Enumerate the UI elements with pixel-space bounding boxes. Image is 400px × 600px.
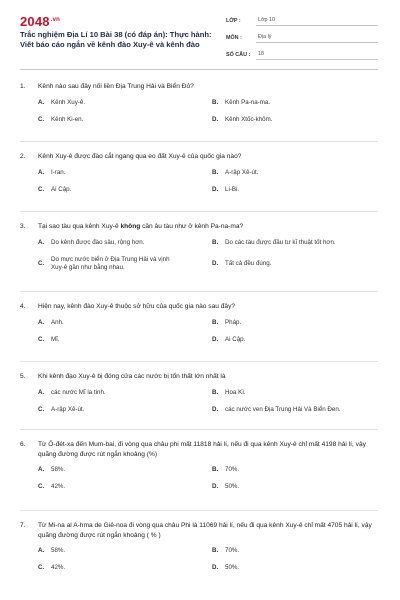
option-b[interactable] [212, 547, 378, 555]
question-1 [20, 76, 378, 142]
option-c[interactable] [38, 256, 204, 273]
meta-row-subject [226, 31, 378, 44]
option-text: 50%. [225, 483, 240, 491]
question-7 [20, 511, 378, 591]
option-letter: C. [38, 483, 45, 491]
option-d[interactable] [212, 186, 378, 194]
option-text: 42%. [51, 564, 66, 572]
option-letter: B. [212, 388, 219, 396]
option-d[interactable] [212, 116, 378, 124]
question-number: 4. [20, 303, 26, 310]
logo-suffix: .vn [50, 16, 61, 23]
option-text: Kênh Pa-na-ma. [225, 98, 271, 106]
option-letter: D. [212, 335, 219, 343]
option-letter: B. [212, 98, 219, 106]
option-c[interactable] [38, 406, 204, 414]
question-text: Từ Ô-đét-xa đến Mum-bai, đi vòng qua châu phi mất 11818 hải lí, nếu đi qua kênh Xuy-ê chỉ mất 4198 hải lí, vậy quãng đường được rút ngắn khoảng (%) [38, 441, 366, 458]
question-number: 7. [20, 522, 26, 529]
question-3 [20, 212, 378, 292]
option-text: Pháp. [225, 318, 242, 326]
meta-label: SỐ CÂU : [226, 51, 251, 58]
header-divider [20, 69, 378, 70]
meta-label: MÔN : [226, 34, 242, 41]
option-a[interactable] [38, 389, 204, 397]
option-text: 42%. [51, 483, 66, 491]
option-letter: D. [212, 260, 219, 268]
option-a[interactable] [38, 99, 204, 107]
option-text: Do các tàu được đầu tư kĩ thuật tốt hơn. [225, 238, 336, 246]
question-text-part: Tại sao tàu qua kênh Xuy-ê [38, 223, 121, 230]
question-list [20, 76, 378, 591]
question-text: Kênh Xuy-ê được đào cắt ngang qua eo đất Xuy-ê của quốc gia nào? [38, 153, 242, 160]
option-letter: D. [212, 115, 219, 123]
option-b[interactable] [212, 239, 378, 247]
option-letter: C. [38, 564, 45, 572]
option-letter: B. [212, 466, 219, 474]
option-text: Kênh Xtốc-khôm. [225, 115, 273, 123]
option-letter: C. [38, 335, 45, 343]
option-text: 70%. [225, 547, 240, 555]
option-letter: D. [212, 405, 219, 413]
question-number: 2. [20, 153, 26, 160]
option-b[interactable] [212, 99, 378, 107]
site-logo[interactable] [20, 14, 60, 29]
meta-label: LỚP : [226, 17, 241, 24]
question-number: 3. [20, 223, 26, 230]
option-letter: A. [38, 98, 45, 106]
option-c[interactable] [38, 336, 204, 344]
question-text-part: cần âu tàu như ở kênh Pa-na-ma? [140, 223, 244, 230]
option-c[interactable] [38, 186, 204, 194]
option-letter: B. [212, 547, 219, 555]
question-4 [20, 292, 378, 362]
option-letter: D. [212, 185, 219, 193]
meta-value: 18 [256, 49, 378, 60]
option-letter: A. [38, 466, 45, 474]
meta-value: Lớp 10 [256, 15, 378, 26]
meta-value: Địa lý [256, 32, 378, 43]
option-letter: C. [38, 405, 45, 413]
option-b[interactable] [212, 319, 378, 327]
option-letter: A. [38, 168, 45, 176]
question-number: 6. [20, 441, 26, 448]
meta-row-class [226, 14, 378, 27]
option-b[interactable] [212, 169, 378, 177]
question-text [38, 222, 378, 232]
question-number: 5. [20, 373, 26, 380]
option-d[interactable] [212, 336, 378, 344]
option-text: Do mực nước biển ở Địa Trung Hải và vịnh Xuy-ê gần như bằng nhau. [51, 255, 170, 272]
option-text: I-ran. [51, 168, 66, 176]
option-letter: A. [38, 318, 45, 326]
option-a[interactable] [38, 239, 204, 247]
option-text: Kênh Xuy-ê. [51, 98, 86, 106]
option-text: các nước Mĩ la tinh. [51, 388, 106, 396]
question-text: Từ Mi-na al A-hma de Giê-noa đi vòng qua châu Phi là 11069 hải lí, nếu đi qua kênh Xuy-ê chỉ mất 4705 hải lí, vậy quãng đường được rút ngắn khoảng ( % ) [38, 522, 372, 539]
logo-text: 2048 [20, 14, 50, 29]
option-letter: D. [212, 483, 219, 491]
option-letter: A. [38, 388, 45, 396]
option-text: 70%. [225, 466, 240, 474]
question-5 [20, 362, 378, 430]
question-number: 1. [20, 83, 26, 90]
option-b[interactable] [212, 389, 378, 397]
meta-panel [226, 14, 378, 65]
option-c[interactable] [38, 116, 204, 124]
option-text: Anh. [51, 318, 64, 326]
option-letter: D. [212, 564, 219, 572]
option-a[interactable] [38, 319, 204, 327]
option-text: Kênh Ki-en. [51, 115, 84, 123]
option-b[interactable] [212, 466, 378, 474]
option-letter: C. [38, 260, 45, 268]
option-letter: B. [212, 168, 219, 176]
option-c[interactable] [38, 564, 204, 572]
option-text: Do kênh được đào sâu, rộng hơn. [51, 238, 145, 246]
option-text: Hoa Kì. [225, 388, 246, 396]
question-2 [20, 142, 378, 212]
option-text: Ai Cập. [51, 185, 72, 193]
page-header [0, 0, 400, 66]
option-d[interactable] [212, 406, 378, 414]
option-text: 50%. [225, 564, 240, 572]
question-6 [20, 430, 378, 511]
option-text: các nước ven Địa Trung Hải Và Biển Đen. [225, 405, 341, 413]
option-a[interactable] [38, 547, 204, 555]
option-d[interactable] [212, 483, 378, 491]
option-d[interactable] [212, 564, 378, 572]
option-c[interactable] [38, 483, 204, 491]
option-letter: A. [38, 547, 45, 555]
option-letter: B. [212, 318, 219, 326]
meta-row-count [226, 48, 378, 61]
question-text: Kênh nào sau đây nối liền Địa Trung Hải và Biển Đỏ? [38, 83, 194, 90]
question-text-emphasis: không [120, 223, 141, 230]
option-d[interactable] [212, 256, 378, 273]
question-text: Khi kênh đạo Xuy-ê bị đóng cửa các nước bị tổn thất lớn nhất là [38, 373, 226, 380]
option-text: Mĩ. [51, 335, 60, 343]
option-text: Li-Bi. [225, 185, 240, 193]
option-letter: A. [38, 238, 45, 246]
document-title: Trắc nghiệm Địa Lí 10 Bài 38 (có đáp án): Thực hành: Viết báo cáo ngắn về kênh đào Xuy-ê và kênh đào [20, 30, 212, 50]
option-text: Tất cả đều đúng. [225, 260, 272, 268]
option-a[interactable] [38, 169, 204, 177]
option-text: A-rập Xê-út. [225, 168, 259, 176]
option-text: Ai Cập. [225, 335, 246, 343]
option-text: 58%. [51, 466, 66, 474]
option-text: 58%. [51, 547, 66, 555]
option-letter: C. [38, 185, 45, 193]
question-text: Hiện nay, kênh đào Xuy-ê thuộc sở hữu của quốc gia nào sau đây? [38, 303, 236, 310]
option-letter: C. [38, 115, 45, 123]
option-a[interactable] [38, 466, 204, 474]
option-letter: B. [212, 238, 219, 246]
option-text: A-rập Xê-út. [51, 405, 85, 413]
